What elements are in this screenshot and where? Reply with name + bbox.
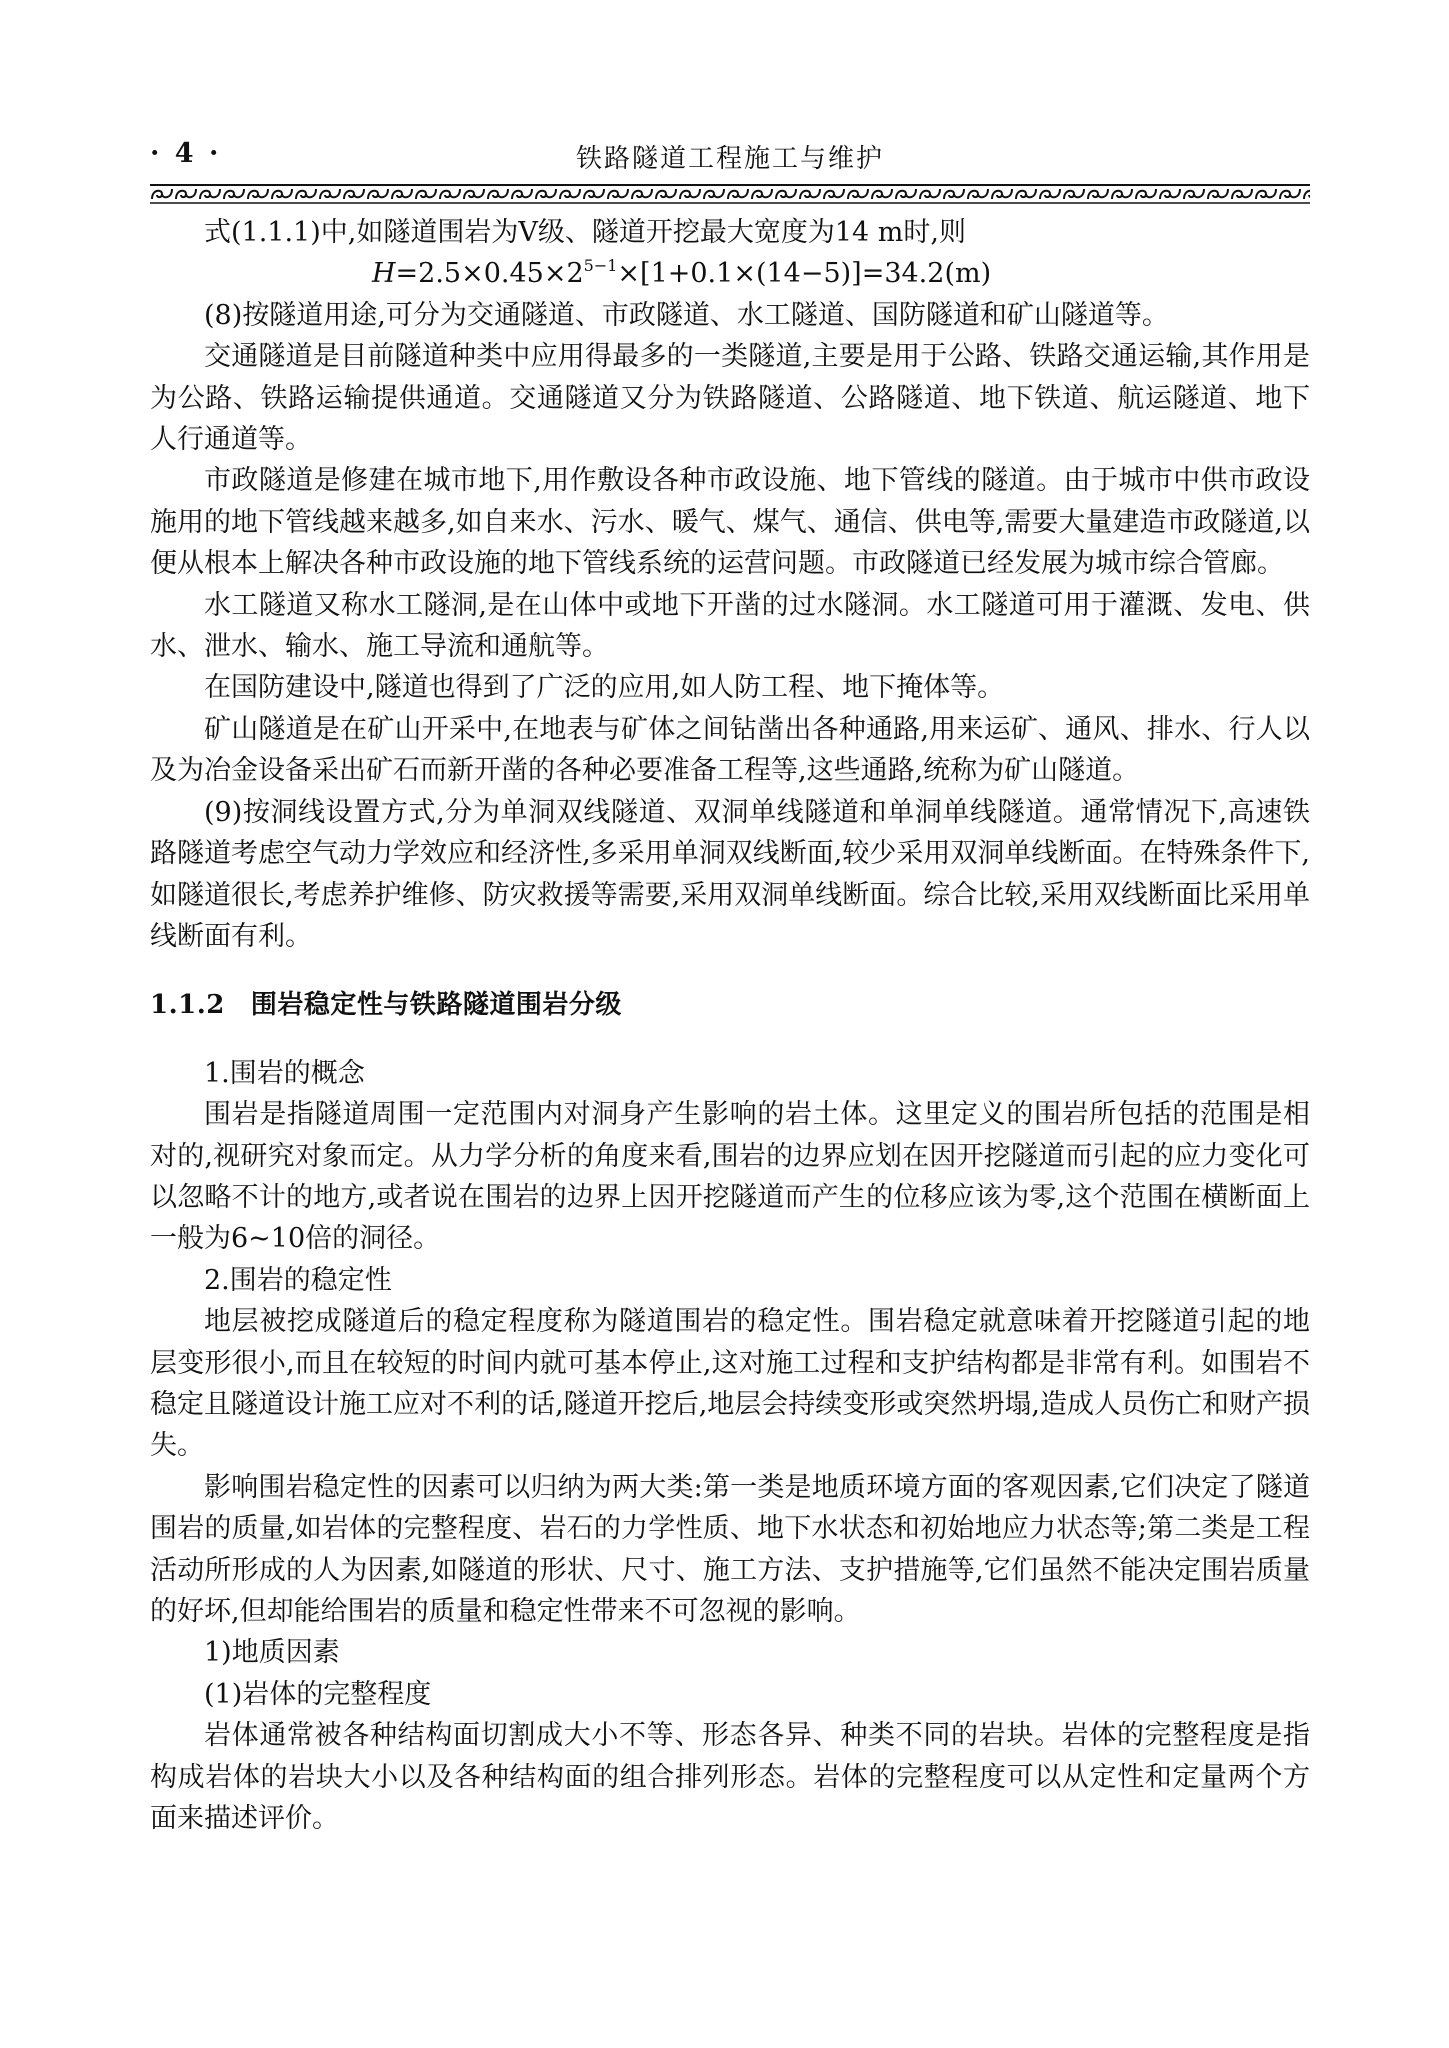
section-heading [150, 985, 1310, 1026]
paragraph-rock-integrity: 岩体通常被各种结构面切割成大小不等、形态各异、种类不同的岩块。岩体的完整程度是指构成岩体的岩块大小以及各种结构面的组合排列形态。岩体的完整程度可以从定性和定量两个方面来描述评价。 [150, 1720, 1310, 1835]
formula-lhs: H [372, 258, 396, 290]
paragraph-stability: 地层被挖成隧道后的稳定程度称为隧道围岩的稳定性。围岩稳定就意味着开挖隧道引起的地层变形很小,而且在较短的时间内就可基本停止,这对施工过程和支护结构都是非常有利。如围岩不稳定且隧道设计施工应对不利的话,隧道开挖后,地层会持续变形或突然坍塌,造成人员伤亡和财产损失。 [150, 1306, 1310, 1462]
paragraph-municipal-tunnel: 市政隧道是修建在城市地下,用作敷设各种市政设施、地下管线的隧道。由于城市中供市政设施用的地下管线越来越多,如自来水、污水、暖气、煤气、通信、供电等,需要大量建造市政隧道,以便从根本上解决各种市政设施的地下管线系统的运营问题。市政隧道已经发展为城市综合管廊。 [150, 465, 1310, 580]
paragraph-factors: 影响围岩稳定性的因素可以归纳为两大类:第一类是地质环境方面的客观因素,它们决定了隧道围岩的质量,如岩体的完整程度、岩石的力学性质、地下水状态和初始地应力状态等;第二类是工程活动所形成的人为因素,如隧道的形状、尺寸、施工方法、支护措施等,它们虽然不能决定围岩质量的好坏,但却能给围岩的质量和稳定性带来不可忽视的影响。 [150, 1471, 1310, 1627]
paragraph-classification-by-use: (8)按隧道用途,可分为交通隧道、市政隧道、水工隧道、国防隧道和矿山隧道等。 [204, 299, 1169, 331]
formula-exponent: 5−1 [583, 256, 618, 276]
section-title: 围岩稳定性与铁路隧道围岩分级 [250, 990, 622, 1021]
formula [150, 253, 1310, 294]
paragraph-line-layout: (9)按洞线设置方式,分为单洞双线隧道、双洞单线隧道和单洞单线隧道。通常情况下,高速铁路隧道考虑空气动力学效应和经济性,多采用单洞双线断面,较少采用双洞单线断面。在特殊条件下,如隧道很长,考虑养护维修、防灾救援等需要,采用双洞单线断面。综合比较,采用双线断面比采用单线断面有利。 [150, 796, 1310, 952]
subheading-rock-integrity: (1)岩体的完整程度 [204, 1678, 432, 1710]
page-number: · 4 · [150, 138, 222, 169]
paragraph-mine-tunnel: 矿山隧道是在矿山开采中,在地表与矿体之间钻凿出各种通路,用来运矿、通风、排水、行人以及为冶金设备采出矿石而新开凿的各种必要准备工程等,这些通路,统称为矿山隧道。 [150, 713, 1310, 787]
decorative-border [150, 183, 1310, 205]
section-number: 1.1.2 [150, 990, 225, 1021]
subheading-concept: 1.围岩的概念 [204, 1057, 365, 1089]
running-title: 铁路隧道工程施工与维护 [575, 144, 884, 174]
page-header [150, 138, 1310, 178]
paragraph-traffic-tunnel: 交通隧道是目前隧道种类中应用得最多的一类隧道,主要是用于公路、铁路交通运输,其作用是为公路、铁路运输提供通道。交通隧道又分为铁路隧道、公路隧道、地下铁道、航运隧道、地下人行通道等。 [150, 341, 1310, 456]
subheading-stability: 2.围岩的稳定性 [204, 1264, 392, 1296]
body-text [150, 212, 1310, 1839]
formula-part1: =2.5×0.45×2 [395, 258, 584, 290]
formula-part2: ×[1+0.1×(14−5)]=34.2(m) [617, 258, 992, 290]
paragraph-hydraulic-tunnel: 水工隧道又称水工隧洞,是在山体中或地下开凿的过水隧洞。水工隧道可用于灌溉、发电、供水、泄水、输水、施工导流和通航等。 [150, 589, 1310, 663]
paragraph-defense-tunnel: 在国防建设中,隧道也得到了广泛的应用,如人防工程、地下掩体等。 [204, 672, 1005, 704]
paragraph-concept: 围岩是指隧道周围一定范围内对洞身产生影响的岩土体。这里定义的围岩所包括的范围是相对的,视研究对象而定。从力学分析的角度来看,围岩的边界应划在因开挖隧道而引起的应力变化可以忽略不计的地方,或者说在围岩的边界上因开挖隧道而产生的位移应该为零,这个范围在横断面上一般为6~10倍的洞径。 [150, 1099, 1310, 1255]
subheading-geological-factors: 1)地质因素 [204, 1637, 340, 1669]
formula-intro: 式(1.1.1)中,如隧道围岩为Ⅴ级、隧道开挖最大宽度为14 m时,则 [204, 217, 966, 248]
